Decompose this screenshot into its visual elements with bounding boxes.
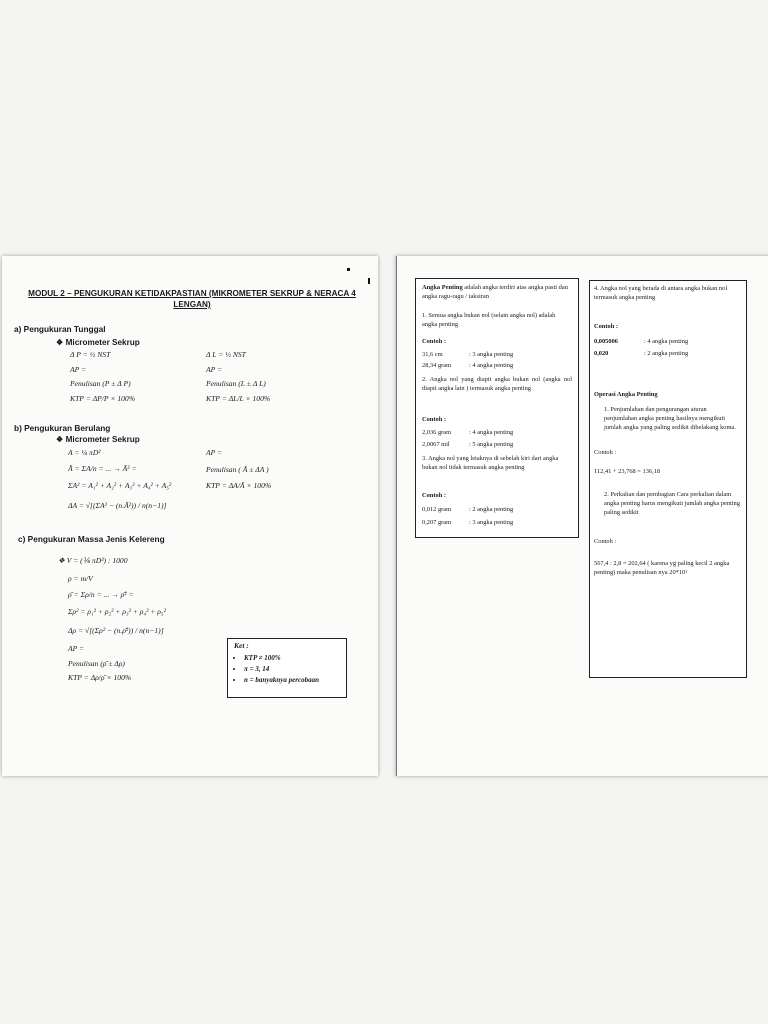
formula-b2-1: AP =	[206, 448, 223, 457]
formula-a1-4: KTP = ΔP/P × 100%	[70, 394, 136, 403]
rule-4: 4. Angka nol yang berada di antara angka bukan nol termasuk angka penting	[594, 285, 728, 301]
section-b-heading: b) Pengukuran Berulang	[14, 423, 111, 433]
example-2a-value: 2,036 gram	[422, 429, 452, 436]
formula-c-6: AP =	[68, 644, 85, 653]
ket-item: • π = 3, 14	[244, 664, 319, 675]
contoh-label-2: Contoh :	[422, 416, 446, 423]
ket-note-box	[227, 638, 347, 698]
example-2b-note: : 5 angka penting	[469, 441, 514, 448]
formula-a2-2: AP =	[206, 365, 223, 374]
example-3a-value: 0,012 gram	[422, 506, 452, 513]
formula-b1-3: ΣA² = A₁² + A₂² + A₃² + A₄² + A₅²	[68, 481, 172, 490]
example-3b-value: 0,207 gram	[422, 519, 452, 526]
section-c-heading: c) Pengukuran Massa Jenis Kelereng	[18, 534, 165, 544]
example-1a-note: : 3 angka penting	[469, 351, 514, 358]
example-4b-note: : 2 angka penting	[644, 350, 689, 357]
formula-c-5: Δρ = √[(Σρ² − (n.ρ̄²)) / n(n−1)]	[68, 626, 164, 635]
example-4a-note: : 4 angka penting	[644, 338, 689, 345]
formula-c-4: Σρ² = ρ₁² + ρ₂² + ρ₃² + ρ₄² + ρ₅²	[68, 607, 166, 616]
formula-c-3: ρ̄ = Σρ/n = ... → ρ̄² =	[68, 590, 134, 599]
formula-a2-1: Δ L = ½ NST	[206, 350, 246, 359]
module-title: MODUL 2 – PENGUKURAN KETIDAKPASTIAN (MIKROMETER SEKRUP & NERACA 4 LENGAN)	[28, 289, 356, 309]
ket-title: Ket :	[234, 641, 249, 650]
operasi-title: Operasi Angka Penting	[594, 391, 658, 398]
formula-b2-3: KTP = ΔA/Ā × 100%	[206, 481, 272, 490]
contoh-label-3: Contoh :	[422, 492, 446, 499]
operasi-rule-1: 1. Penjumlahan dan pengurangan aturan penjumlahan angka penting hasilnya mengikuti jumlah angka yang paling sedikit dibelakang koma.	[604, 406, 736, 431]
contoh-label-6: Contoh :	[594, 538, 617, 545]
angka-penting-box	[415, 278, 579, 538]
definition-term: Angka Penting	[422, 284, 463, 291]
example-3a-note: : 2 angka penting	[469, 506, 514, 513]
formula-c-1: ❖ V = (⅙ πD³) : 1000	[58, 556, 128, 565]
contoh-label-4: Contoh :	[594, 323, 618, 330]
formula-b1-4: ΔA = √[(ΣA² − (n.Ā²)) / n(n−1)]	[68, 501, 167, 510]
contoh-label-1: Contoh :	[422, 338, 446, 345]
rule-3: 3. Angka nol yang letaknya di sebelah kiri dari angka bukan nol tidak termasuk angka penting	[422, 455, 559, 471]
definition-body: adalah angka terdiri atas angka pasti dan angka ragu-ragu / taksiran	[422, 284, 568, 300]
formula-c-2: ρ = m/V	[68, 574, 93, 583]
formula-a2-3: Penulisan (L ± Δ L)	[206, 379, 266, 388]
operasi-example-1: 112,41 + 23,768 = 136,18	[594, 468, 661, 475]
ket-list	[234, 653, 319, 686]
formula-c-8: KTP = Δρ/ρ̄ × 100%	[68, 673, 132, 682]
formula-b1-1: A = ¼ πD²	[68, 448, 101, 457]
operasi-box	[589, 280, 747, 678]
section-a-heading: a) Pengukuran Tunggal	[14, 324, 106, 334]
formula-a1-2: AP =	[70, 365, 87, 374]
example-2a-note: : 4 angka penting	[469, 429, 514, 436]
example-1a-value: 31,6 cm	[422, 351, 443, 358]
formula-c-7: Penulisan (ρ̄ ± Δρ)	[68, 659, 125, 668]
right-page	[396, 256, 768, 776]
example-3b-note: : 3 angka penting	[469, 519, 514, 526]
operasi-example-2: 567,4 : 2,8 = 202,64 ( karena yg paling kecil 2 angka penting) maka penulisan nya 20*10¹	[594, 560, 730, 576]
formula-b1-2: Ā = ΣA/n = ... → Ā² =	[68, 464, 137, 473]
operasi-rule-2: 2. Perkalian dan pembagian Cara perkalian dalam angka penting harus mengikuti jumlah angka penting paling sedikit	[604, 491, 740, 516]
example-1b-note: : 4 angka penting	[469, 362, 514, 369]
rule-2: 2. Angka nol yang diapit angka bukan nol (angka nol diapit angka lain ) termasuk angka penting	[422, 376, 572, 392]
ket-item: • n = banyaknya percobaan	[244, 675, 319, 686]
formula-a1-1: Δ P = ½ NST	[70, 350, 111, 359]
ink-dot	[347, 268, 350, 271]
formula-b2-2: Penulisan ( Ā ± ΔA )	[206, 465, 269, 474]
formula-a2-4: KTP = ΔL/L × 100%	[206, 394, 271, 403]
contoh-label-5: Contoh :	[594, 449, 617, 456]
section-b-subheading: ❖ Micrometer Sekrup	[56, 435, 140, 444]
ket-item: • KTP ≠ 100%	[244, 653, 319, 664]
formula-a1-3: Penulisan (P ± Δ P)	[70, 379, 131, 388]
left-page	[2, 256, 378, 776]
ink-mark	[368, 278, 370, 284]
example-2b-value: 2,0067 mil	[422, 441, 450, 448]
section-a-subheading: ❖ Micrometer Sekrup	[56, 338, 140, 347]
definition-text	[422, 283, 572, 301]
example-4b-value: 0,020	[594, 350, 609, 357]
example-1b-value: 28,34 gram	[422, 362, 452, 369]
rule-1: 1. Semua angka bukan nol (selain angka nol) adalah angka penting	[422, 312, 556, 328]
example-4a-value: 0,005006	[594, 338, 618, 345]
